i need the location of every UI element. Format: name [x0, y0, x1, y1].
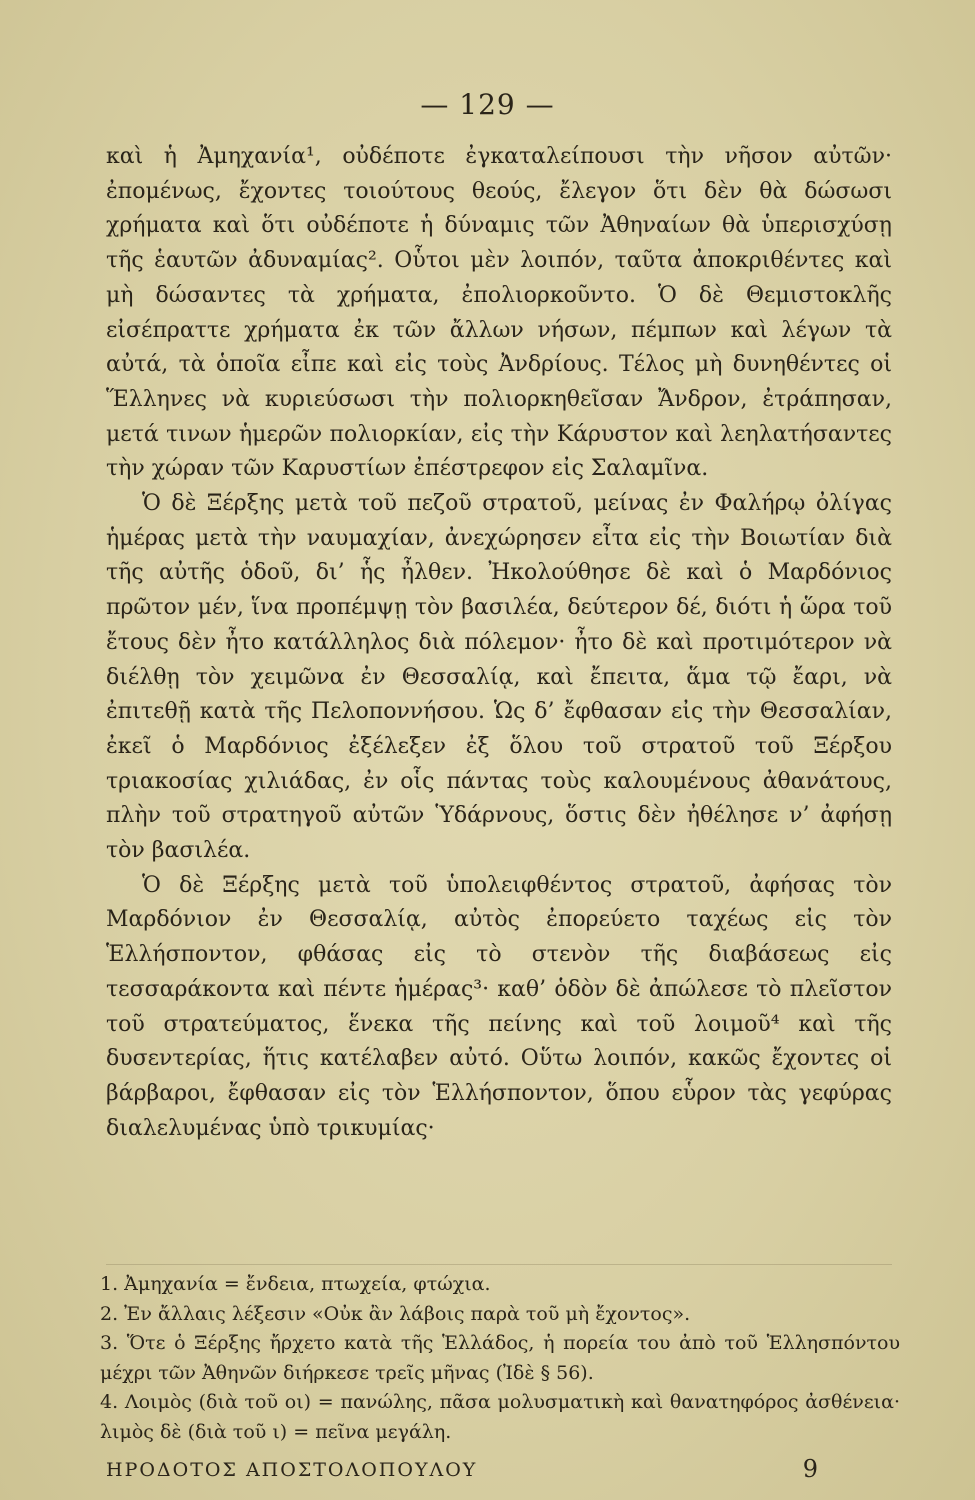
- footnote-divider: [106, 1264, 892, 1265]
- main-text: [106, 140, 892, 1146]
- page-footer: [106, 1455, 892, 1485]
- footnote: 3. Ὅτε ὁ Ξέρξης ἤρχετο κατὰ τῆς Ἑλλάδος, ἡ πορεία του ἀπὸ τοῦ Ἑλλησπόντου μέχρι τῶν Ἀθηνῶν διήρκεσε τρεῖς μῆνας (Ἰδὲ § 56).: [100, 1332, 900, 1384]
- footer-author: ΗΡΟΔΟΤΟΣ ΑΠΟΣΤΟΛΟΠΟΥΛΟΥ: [106, 1459, 478, 1481]
- paragraph: Ὁ δὲ Ξέρξης μετὰ τοῦ ὑπολειφθέντος στρατοῦ, ἀφήσας τὸν Μαρδόνιον ἐν Θεσσαλίᾳ, αὐτὸς ἐπορεύετο ταχέως εἰς τὸν Ἑλλήσποντον, φθάσας εἰς τὸ στενὸν τῆς διαβάσεως εἰς τεσσαράκοντα καὶ πέντε ἡμέρας³· καθ’ ὁδὸν δὲ ἀπώλεσε τὸ πλεῖστον τοῦ στρατεύματος, ἕνεκα τῆς πείνης καὶ τοῦ λοιμοῦ⁴ καὶ τῆς δυσεντερίας, ἥτις κατέλαβεν αὐτό. Οὕτω λοιπόν, κακῶς ἔχοντες οἱ βάρβαροι, ἔφθασαν εἰς τὸν Ἑλλήσποντον, ὅπου εὗρον τὰς γεφύρας διαλελυμένας ὑπὸ τρικυμίας·: [106, 872, 892, 1141]
- signature-mark: 9: [802, 1455, 820, 1483]
- page-number: — 129 —: [420, 88, 555, 121]
- footnote: 2. Ἐν ἄλλαις λέξεσιν «Οὐκ ἂν λάβοις παρὰ τοῦ μὴ ἔχοντος».: [100, 1302, 691, 1325]
- paragraph: καὶ ἡ Ἀμηχανία¹, οὐδέποτε ἐγκαταλείπουσι τὴν νῆσον αὐτῶν· ἐπομένως, ἔχοντες τοιούτους θεούς, ἔλεγον ὅτι δὲν θὰ δώσωσι χρήματα καὶ ὅτι οὐδέποτε ἡ δύναμις τῶν Ἀθηναίων θὰ ὑπερισχύσῃ τῆς ἑαυτῶν ἀδυναμίας². Οὗτοι μὲν λοιπόν, ταῦτα ἀποκριθέντες καὶ μὴ δώσαντες τὰ χρήματα, ἐπολιορκοῦντο. Ὁ δὲ Θεμιστοκλῆς εἰσέπραττε χρήματα ἐκ τῶν ἄλλων νήσων, πέμπων καὶ λέγων τὰ αὐτά, τὰ ὁποῖα εἶπε καὶ εἰς τοὺς Ἀνδρίους. Τέλος μὴ δυνηθέντες οἱ Ἕλληνες νὰ κυριεύσωσι τὴν πολιορκηθεῖσαν Ἄνδρον, ἐτράπησαν, μετά τινων ἡμερῶν πολιορκίαν, εἰς τὴν Κάρυστον καὶ λεηλατήσαντες τὴν χώραν τῶν Καρυστίων ἐπέστρεφον εἰς Σαλαμῖνα.: [106, 144, 892, 482]
- footnote: 1. Ἀμηχανία = ἔνδεια, πτωχεία, φτώχια.: [100, 1273, 491, 1295]
- footnote: 4. Λοιμὸς (διὰ τοῦ οι) = πανώλης, πᾶσα μολυσματικὴ καὶ θανατηφόρος ἀσθένεια· λιμὸς δὲ (διὰ τοῦ ι) = πεῖνα μεγάλη.: [100, 1391, 900, 1443]
- paragraph: Ὁ δὲ Ξέρξης μετὰ τοῦ πεζοῦ στρατοῦ, μείνας ἐν Φαλήρῳ ὀλίγας ἡμέρας μετὰ τὴν ναυμαχίαν, ἀνεχώρησεν εἶτα εἰς τὴν Βοιωτίαν διὰ τῆς αὐτῆς ὁδοῦ, δι’ ἧς ἦλθεν. Ἠκολούθησε δὲ καὶ ὁ Μαρδόνιος πρῶτον μέν, ἵνα προπέμψῃ τὸν βασιλέα, δεύτερον δέ, διότι ἡ ὥρα τοῦ ἔτους δὲν ἦτο κατάλληλος διὰ πόλεμον· ἦτο δὲ καὶ προτιμότερον νὰ διέλθῃ τὸν χειμῶνα ἐν Θεσσαλίᾳ, καὶ ἔπειτα, ἅμα τῷ ἔαρι, νὰ ἐπιτεθῇ κατὰ τῆς Πελοποννήσου. Ὡς δ’ ἔφθασαν εἰς τὴν Θεσσαλίαν, ἐκεῖ ὁ Μαρδόνιος ἐξέλεξεν ἐξ ὅλου τοῦ στρατοῦ τοῦ Ξέρξου τριακοσίας χιλιάδας, ἐν οἷς πάντας τοὺς καλουμένους ἀθανάτους, πλὴν τοῦ στρατηγοῦ αὐτῶν Ὑδάρνους, ὅστις δὲν ἠθέλησε ν’ ἀφήσῃ τὸν βασιλέα.: [106, 491, 892, 864]
- footnotes: [100, 1270, 900, 1447]
